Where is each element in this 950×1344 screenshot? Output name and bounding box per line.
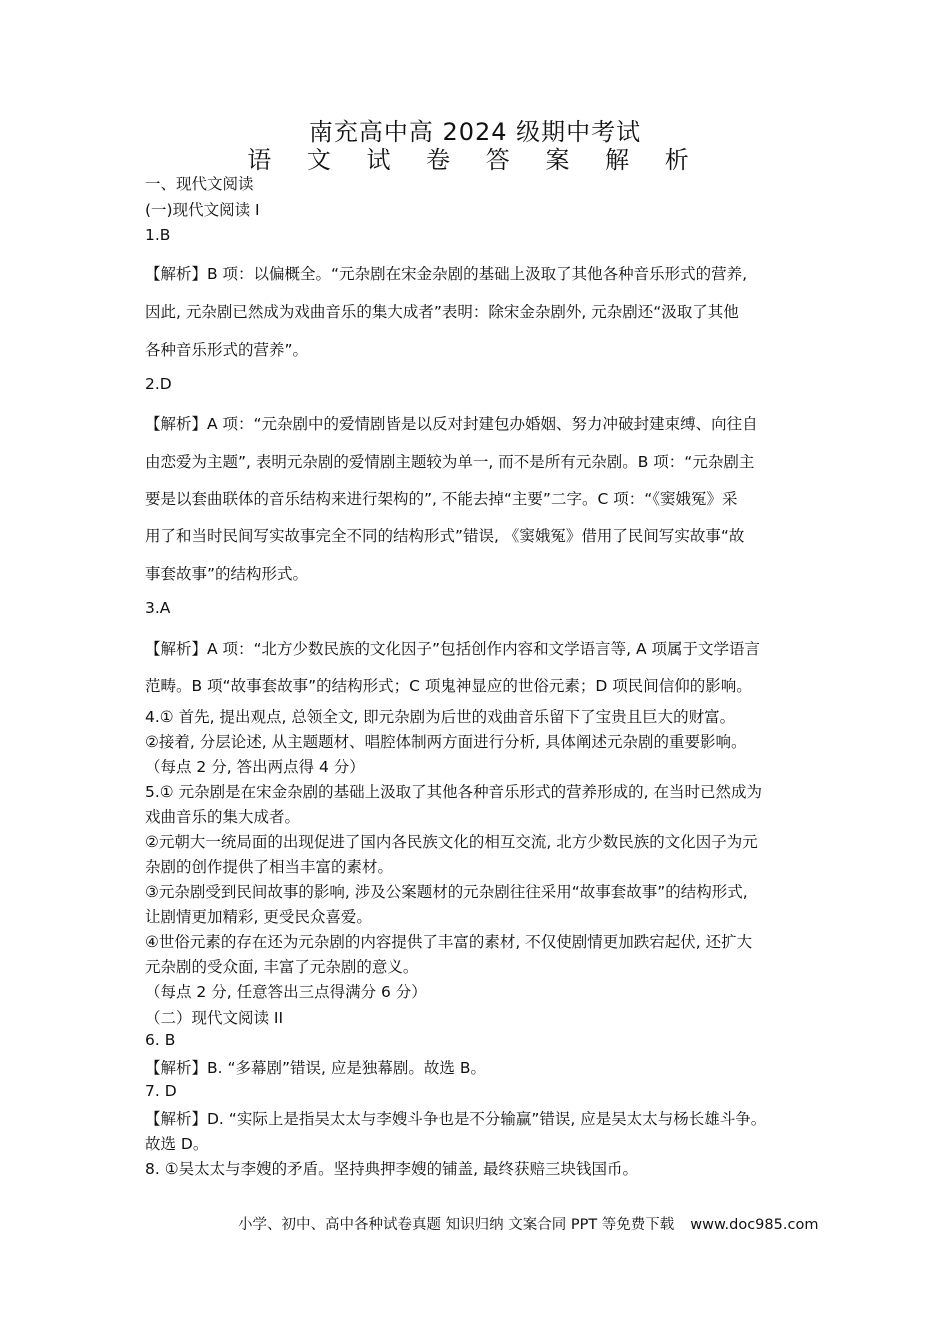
answer-line: 戏曲音乐的集大成者。 xyxy=(145,808,301,826)
answer-line: 元杂剧的受众面, 丰富了元杂剧的意义。 xyxy=(145,958,419,976)
explanation-line: 范畴。B 项“故事套故事”的结构形式；C 项鬼神显应的世俗元素；D 项民间信仰的影响。 xyxy=(145,677,752,695)
explanation-line: 故选 D。 xyxy=(145,1135,209,1153)
answer-line: 让剧情更加精彩, 更受民众喜爱。 xyxy=(145,908,372,926)
subsection-heading: （二）现代文阅读 II xyxy=(145,1009,284,1027)
page-title: 南充高中高 2024 级期中考试 xyxy=(308,118,642,146)
answer-line: 6. B xyxy=(145,1031,176,1049)
explanation-line: 【解析】B. “多幕剧”错误, 应是独幕剧。故选 B。 xyxy=(145,1059,486,1077)
answer-line: 4.① 首先, 提出观点, 总领全文, 即元杂剧为后世的戏曲音乐留下了宝贵且巨大的财富。 xyxy=(145,708,736,726)
answer-line: ④世俗元素的存在还为元杂剧的内容提供了丰富的素材, 不仅使剧情更加跌宕起伏, 还扩大 xyxy=(145,933,753,951)
answer-line: 8. ①吴太太与李嫂的矛盾。坚持典押李嫂的铺盖, 最终获赔三块钱国币。 xyxy=(145,1160,638,1178)
score-note: （每点 2 分, 任意答出三点得满分 6 分） xyxy=(145,983,427,1001)
page-subtitle: 语 文 试 卷 答 案 解 析 xyxy=(247,146,703,174)
explanation-line: 要是以套曲联体的音乐结构来进行架构的”, 不能去掉“主要”二字。C 项：“《窦娥冤》采 xyxy=(145,490,738,508)
section-heading: 一、现代文阅读 xyxy=(145,175,254,193)
answer-line: 杂剧的创作提供了相当丰富的素材。 xyxy=(145,858,394,876)
answer-line: 5.① 元杂剧是在宋金杂剧的基础上汲取了其他各种音乐形式的营养形成的, 在当时已然成为 xyxy=(145,783,762,801)
answer-line: ③元杂剧受到民间故事的影响, 涉及公案题材的元杂剧往往采用“故事套故事”的结构形式, xyxy=(145,883,748,901)
answer-line: 3.A xyxy=(145,599,171,617)
explanation-line: 由恋爱为主题”, 表明元杂剧的爱情剧主题较为单一, 而不是所有元杂剧。B 项：“元杂剧主 xyxy=(145,453,755,471)
answer-line: 2.D xyxy=(145,375,172,393)
subsection-heading: (一)现代文阅读 I xyxy=(145,201,260,219)
explanation-line: 事套故事”的结构形式。 xyxy=(145,565,309,583)
answer-line: 7. D xyxy=(145,1082,177,1100)
footer-text: 小学、初中、高中各种试卷真题 知识归纳 文案合同 PPT 等免费下载 xyxy=(238,1217,675,1233)
explanation-line: 因此, 元杂剧已然成为戏曲音乐的集大成者”表明：除宋金杂剧外, 元杂剧还“汲取了其他 xyxy=(145,303,739,321)
explanation-line: 各种音乐形式的营养”。 xyxy=(145,341,309,359)
answer-line: ②接着, 分层论述, 从主题题材、唱腔体制两方面进行分析, 具体阐述元杂剧的重要影响。 xyxy=(145,733,747,751)
answer-line: ②元朝大一统局面的出现促进了国内各民族文化的相互交流, 北方少数民族的文化因子为元 xyxy=(145,833,758,851)
explanation-line: 【解析】A 项：“北方少数民族的文化因子”包括创作内容和文学语言等, A 项属于文学语言 xyxy=(145,640,760,658)
footer xyxy=(238,1213,818,1234)
explanation-line: 【解析】A 项：“元杂剧中的爱情剧皆是以反对封建包办婚姻、努力冲破封建束缚、向往自 xyxy=(145,415,758,433)
score-note: （每点 2 分, 答出两点得 4 分） xyxy=(145,758,365,776)
explanation-line: 【解析】B 项：以偏概全。“元杂剧在宋金杂剧的基础上汲取了其他各种音乐形式的营养, xyxy=(145,265,748,283)
answer-line: 1.B xyxy=(145,226,171,244)
explanation-line: 用了和当时民间写实故事完全不同的结构形式”错误, 《窦娥冤》借用了民间写实故事“故 xyxy=(145,527,745,545)
explanation-line: 【解析】D. “实际上是指吴太太与李嫂斗争也是不分输赢”错误, 应是吴太太与杨长雄斗争。 xyxy=(145,1110,767,1128)
footer-link[interactable]: www.doc985.com xyxy=(690,1217,819,1233)
